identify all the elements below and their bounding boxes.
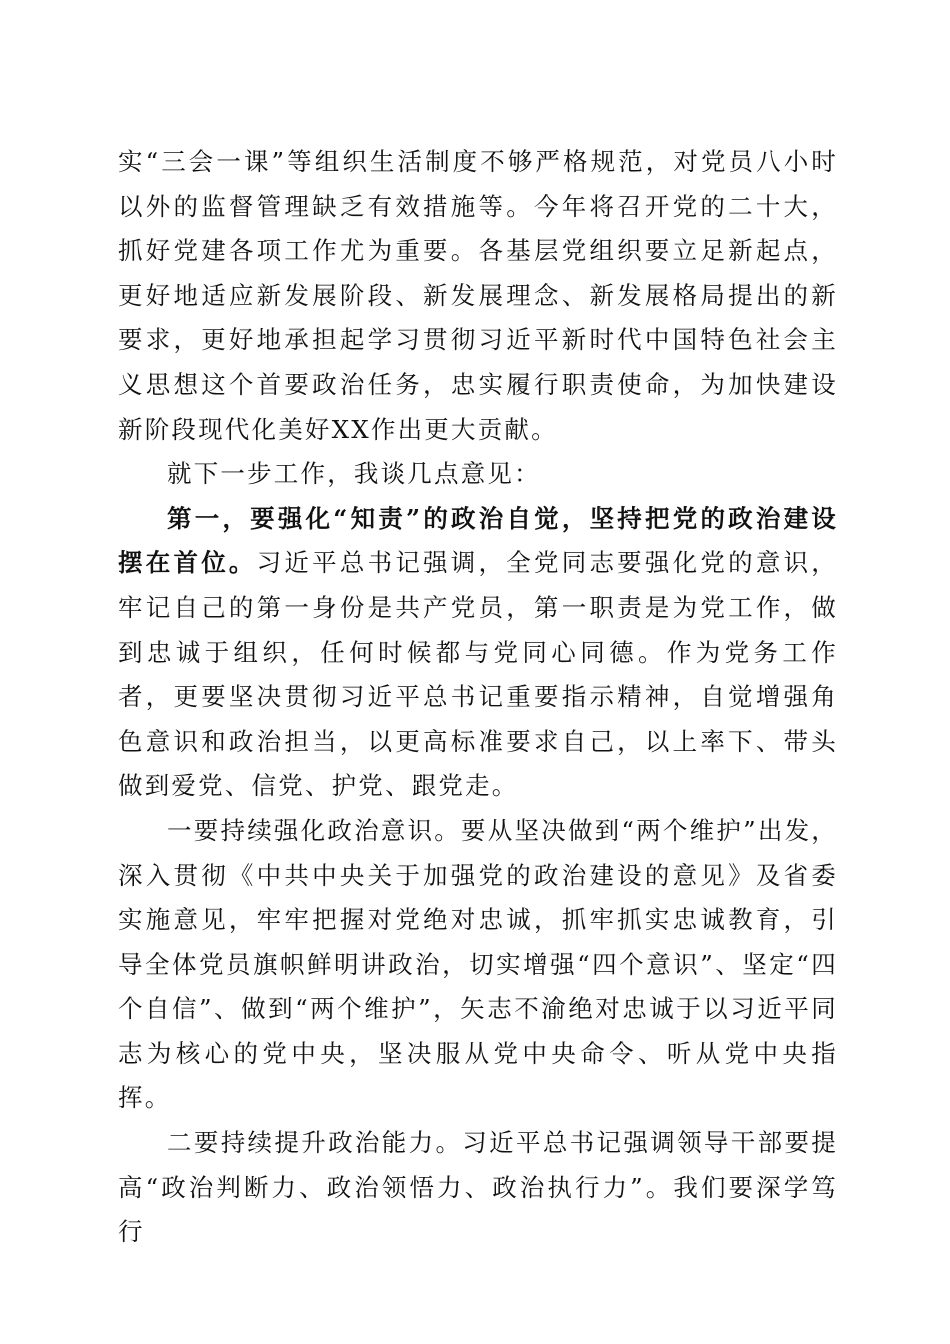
first-point-body: 习近平总书记强调，全党同志要强化党的意识，牢记自己的第一身份是共产党员，第一职责是为党工作，做到忠诚于组织，任何时候都与党同心同德。作为党务工作者，更要坚决贯彻习近平总书记重要指示精神，自觉增强角色意识和政治担当，以更高标准要求自己，以上率下、带头做到爱党、信党、护党、跟党走。 (118, 548, 839, 801)
paragraph-continuation: 实“三会一课”等组织生活制度不够严格规范，对党员八小时以外的监督管理缺乏有效措施等。今年将召开党的二十大，抓好党建各项工作尤为重要。各基层党组织要立足新起点，更好地适应新发展阶段、新发展理念、新发展格局提出的新要求，更好地承担起学习贯彻习近平新时代中国特色社会主义思想这个首要政治任务，忠实履行职责使命，为加快建设新阶段现代化美好XX作出更大贡献。 (118, 147, 838, 444)
paragraph-political-awareness: 一要持续强化政治意识。要从坚决做到“两个维护”出发，深入贯彻《中共中央关于加强党的政治建设的意见》及省委实施意见，牢牢把握对党绝对忠诚，抓牢抓实忠诚教育，引导全体党员旗帜鲜明讲政治，切实增强“四个意识”、坚定“四个自信”、做到“两个维护”，矢志不渝绝对忠诚于以习近平同志为核心的党中央，坚决服从党中央命令、听从党中央指挥。 (118, 815, 838, 1113)
document-page (118, 140, 838, 1255)
paragraph-political-ability: 二要持续提升政治能力。习近平总书记强调领导干部要提高“政治判断力、政治领悟力、政治执行力”。我们要深学笃行 (118, 1128, 838, 1247)
paragraph-first-point (118, 497, 838, 809)
paragraph-intro: 就下一步工作，我谈几点意见： (167, 459, 541, 489)
first-point-heading: 第一，要强化“知责”的政治自觉，坚持把党的政治建设摆在首位。 (118, 503, 838, 578)
